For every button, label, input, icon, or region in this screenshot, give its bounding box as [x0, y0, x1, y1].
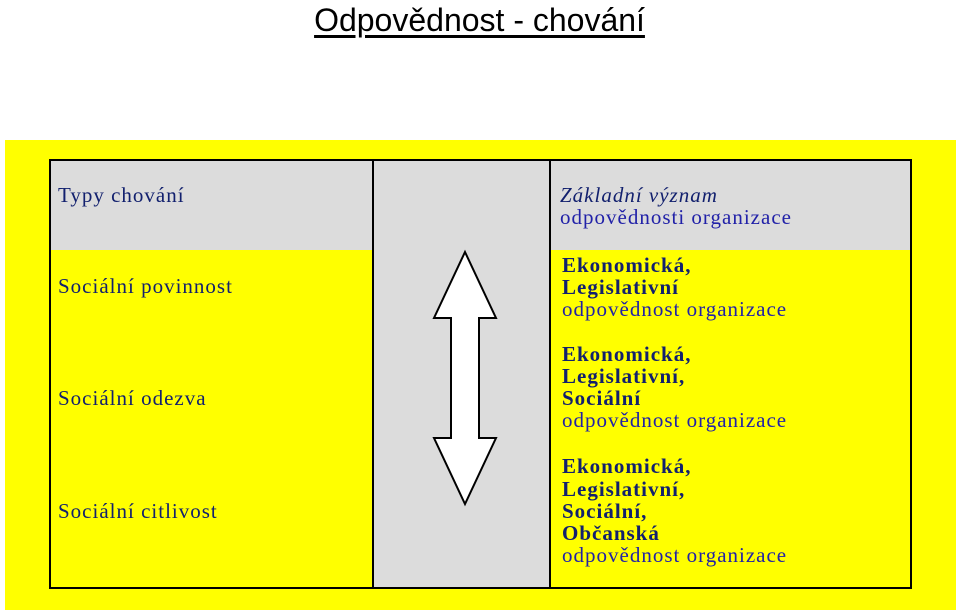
meaning-line: Legislativní [562, 275, 680, 299]
meaning-line: Legislativní, [562, 477, 686, 501]
double-arrow-icon [430, 248, 500, 508]
meaning-line: Sociální [562, 386, 642, 410]
table-border-right [910, 159, 912, 589]
table-border-bottom [50, 587, 912, 589]
table-border-top [50, 159, 912, 161]
meaning-tail: odpovědnost organizace [562, 543, 788, 567]
page-title: Odpovědnost - chování [314, 2, 645, 38]
column-divider-left [372, 159, 374, 589]
meaning-tail: odpovědnost organizace [562, 408, 788, 432]
meaning-tail: odpovědnost organizace [562, 297, 788, 321]
meaning-line: Ekonomická, [562, 342, 692, 366]
column-divider-right [549, 159, 551, 589]
header-meaning-sublabel: odpovědnosti organizace [560, 205, 792, 229]
meaning-line: Ekonomická, [562, 454, 692, 478]
row-type-label: Sociální povinnost [58, 274, 233, 298]
meaning-line: Občanská [562, 521, 660, 545]
meaning-line: Sociální, [562, 499, 648, 523]
table-border-left [49, 159, 51, 589]
meaning-line: Ekonomická, [562, 253, 692, 277]
row-type-label: Sociální citlivost [58, 499, 218, 523]
header-meaning-label: Základní význam [560, 183, 718, 207]
row-type-label: Sociální odezva [58, 386, 207, 410]
meaning-line: Legislativní, [562, 364, 686, 388]
header-types-label: Typy chování [58, 183, 185, 207]
